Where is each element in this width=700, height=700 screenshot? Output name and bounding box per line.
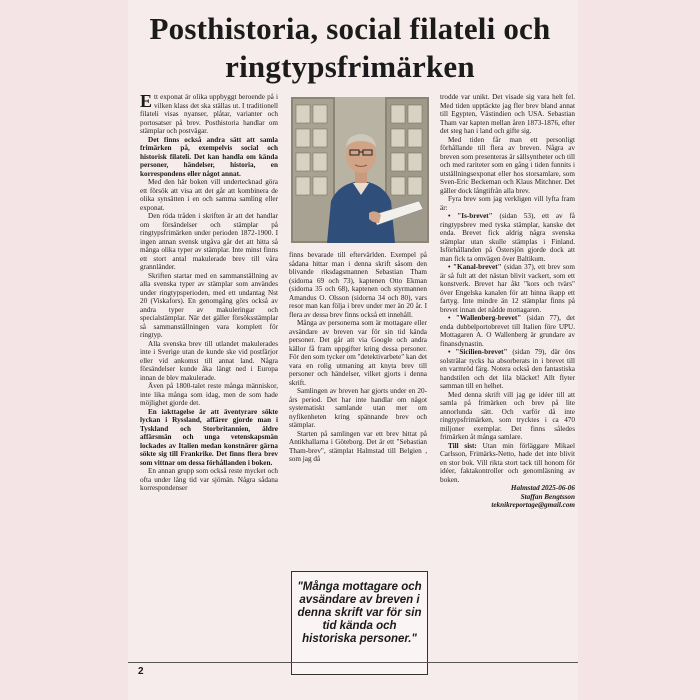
paragraph-text: (sidan 37), ett brev som är så fult att det nästan blivit vackert, som ett konstverk. Brevet har åkt "kors och tvärs" över Engelska kanalen för att hinna ikapp ett fartyg. Inte mindre än 12 stämplar finns på brevet innan det nådde mottagaren. bbox=[440, 263, 575, 314]
paragraph-lead: • "Sicilien-brevet" bbox=[448, 348, 508, 356]
paragraph: Med den här boken vill undertecknad göra ett försök att visa att det går att kombinera de olika synsätten i en och samma samling eller exponat. bbox=[140, 178, 278, 212]
paragraph: Fyra brev som jag verkligen vill lyfta fram är: bbox=[440, 195, 575, 212]
paragraph-text: Utan min förläggare Mikael Carlsson, Frimärks-Netto, hade det inte blivit en stor bok. Vill rikta stort tack till honom för idéer, faktakontroller och genomläsning av boken. bbox=[440, 441, 575, 484]
paragraph: Med tiden får man ett personligt förhållande till flera av breven. Några av breven som presenteras är sällsyntheter och till och med rariteter som en gång i tiden funnits i utställningsexponat eller hos storsamlare, som Sven-Eric Beckeman och Klaus Mitchner. Det gäller dock långtifrån alla brev. bbox=[440, 135, 575, 195]
paragraph: Med denna skrift vill jag ge idéer till att samla på frimärken och brev på lite annorlunda sätt. Och varför då inte ringtypsfrimärken, som trycktes i ca 470 miljoner exemplar. Det finns således frimärken åt många samlare. bbox=[440, 390, 575, 441]
signature-place-date: Halmstad 2025-06-06 bbox=[510, 484, 575, 492]
paragraph: En iakttagelse är att äventyrare sökte lyckan i Ryssland, affärer gjorde man i Tyskland och Storbritannien, äldre affärsmän och unga vetenskapsmän lockades av Italien medan konstnärer gärna sökte sig till Frankrike. Det finns flera brev som vittnar om dessa förhållanden i boken. bbox=[140, 407, 278, 467]
paragraph: Starten på samlingen var ett brev hittat på Antikhallarna i Göteborg. Det är ett "Sebastian Tham-brev", stämplat Halmstad till Belgien , som jag då bbox=[289, 429, 427, 463]
paragraph: Även på 1800-talet reste många människor, inte lika många som idag, men de som hade möjlighet gjorde det. bbox=[140, 382, 278, 407]
paragraph-lead: • "Kanal-brevet" bbox=[448, 263, 502, 271]
paragraph-lead: • "Is-brevet" bbox=[448, 212, 493, 220]
paragraph: Skriften startar med en sammanställning av alla svenska typer av stämplar som användes under ringtypsperioden, med ett undantag Nst 20 (Viskafors). En genomgång görs också av andra typer av makuleringar och specialstämplar. När det gäller försöksstämplar så sammanställningen vara komplett för ringtyp. bbox=[140, 271, 278, 339]
paragraph: En annan grupp som också reste mycket och ofta under lång tid var sjömän. Några sådana korrespondenser bbox=[140, 467, 278, 492]
paragraph: Det finns också andra sätt att samla frimärken på, exempelvis social och historisk filateli. Det kan handla om kända personer, händelser, historia, en korrespondens eller något annat. bbox=[140, 135, 278, 178]
pull-quote: "Många mottagare och avsändare av breven i denna skrift var för sin tid kända och historiska personer." bbox=[291, 571, 428, 675]
paragraph: Många av personerna som är mottagare eller avsändare av breven var för sin tid kända personer. Det går att via Google och andra källor få fram uppgifter kring dessa personer. För den som tycker om "detektivarbete" kan det vara en rolig utmaning att knyta brev till personer och händelser, vilket gjorts i denna skrift. bbox=[289, 319, 427, 387]
author-photo bbox=[291, 97, 429, 243]
drop-cap: E bbox=[140, 93, 153, 111]
article-title: Posthistoria, social filateli och ringtypsfrimärken bbox=[149, 11, 551, 84]
paragraph-text: tt exponat är olika uppbyggt beroende på i vilken klass det ska ställas ut. I traditionell filateli visas nyanser, plåtar, varianter och portosatser på brev. Posthistoria handlar om stämplar och postvägar. bbox=[140, 93, 278, 135]
paragraph bbox=[140, 93, 278, 136]
paragraph: Den röda tråden i skriften är att det handlar om försändelser och stämplar på ringtypsfrimärken under perioden 1872-1900. I ingen annan svensk utgåva går det att hitta så många olika typer av stämplar. Inte minst finns ett stort antal makulerade brev till våra grannländer. bbox=[140, 212, 278, 271]
footer-divider bbox=[128, 662, 578, 663]
paragraph bbox=[440, 348, 575, 391]
paragraph bbox=[440, 442, 575, 485]
paragraph bbox=[440, 263, 575, 314]
paragraph: finns bevarade till eftervärlden. Exempel på sådana hittar man i denna skrift såsom den blivande riksdagsmannen Sebastian Tham (sidorna 69 och 73), kaptenen Otto Ekman (sidorna 35 och 68), kaptenen och styrmannen Amandus O. Olsson (sidorna 34 och 80), vars resor man kan följa i brev under mer än 20 år. I flera av dessa brev finns också ett innehåll. bbox=[289, 251, 427, 319]
paragraph: Alla svenska brev till utlandet makulerades inte i Sverige utan de kunde ske vid postfärjor eller vid ankomst till annat land. Några försändelser kunde åka längt ned i Europa innan de blev makulerade. bbox=[140, 339, 278, 382]
paragraph-lead: Till sist: bbox=[448, 441, 477, 450]
paragraph-lead: • "Wallenberg-brevet" bbox=[448, 314, 522, 322]
paragraph-text: (sidan 79), där öns solsträlar tycks ha absorberats in i brevet till en varmröd färg. Notera också den fantastiska handstilen och det lila bläcket! Allt flyter samman till en helhet. bbox=[440, 348, 575, 390]
paragraph bbox=[440, 212, 575, 263]
paragraph-text: (sidan 77), det enda dubbelportobrevet till Italien före UPU. Mottagaren A. O Wallenberg är grundare av finansdynastin. bbox=[440, 314, 575, 348]
text-column-2 bbox=[289, 251, 427, 569]
paragraph: Samlingen av breven har gjorts under en 20-års period. Det har inte handlar om något systematiskt samlande utan mer om nyfikenheten kring spännande brev och stämplar. bbox=[289, 387, 427, 429]
photo-illustration bbox=[291, 97, 429, 243]
signature-name: Staffan Bengtsson bbox=[520, 492, 575, 501]
paragraph bbox=[440, 314, 575, 348]
paragraph: trodde var unikt. Det visade sig vara helt fel. Med tiden upptäckte jag fler brev bland annat till Egypten, Västindien och USA. Sebastian Tham var kapten mellan åren 1873-1876, efter det steg han i land och gifte sig. bbox=[440, 93, 575, 135]
page-number: 2 bbox=[138, 666, 144, 677]
signature-email: teknikreportage@gmail.com bbox=[491, 501, 575, 509]
paragraph-text: (sidan 53), ett av få ringtypsbrev med tyska stämplar, kanske det enda. Brevet fick aldrig några svenska stämplar utan skulle stämplas i Finland. Isförhållanden på Östersjön gjorde dock att man fick ta omvägen över Baltikum. bbox=[440, 212, 575, 263]
text-column-1 bbox=[140, 93, 278, 651]
text-column-3 bbox=[440, 93, 575, 651]
